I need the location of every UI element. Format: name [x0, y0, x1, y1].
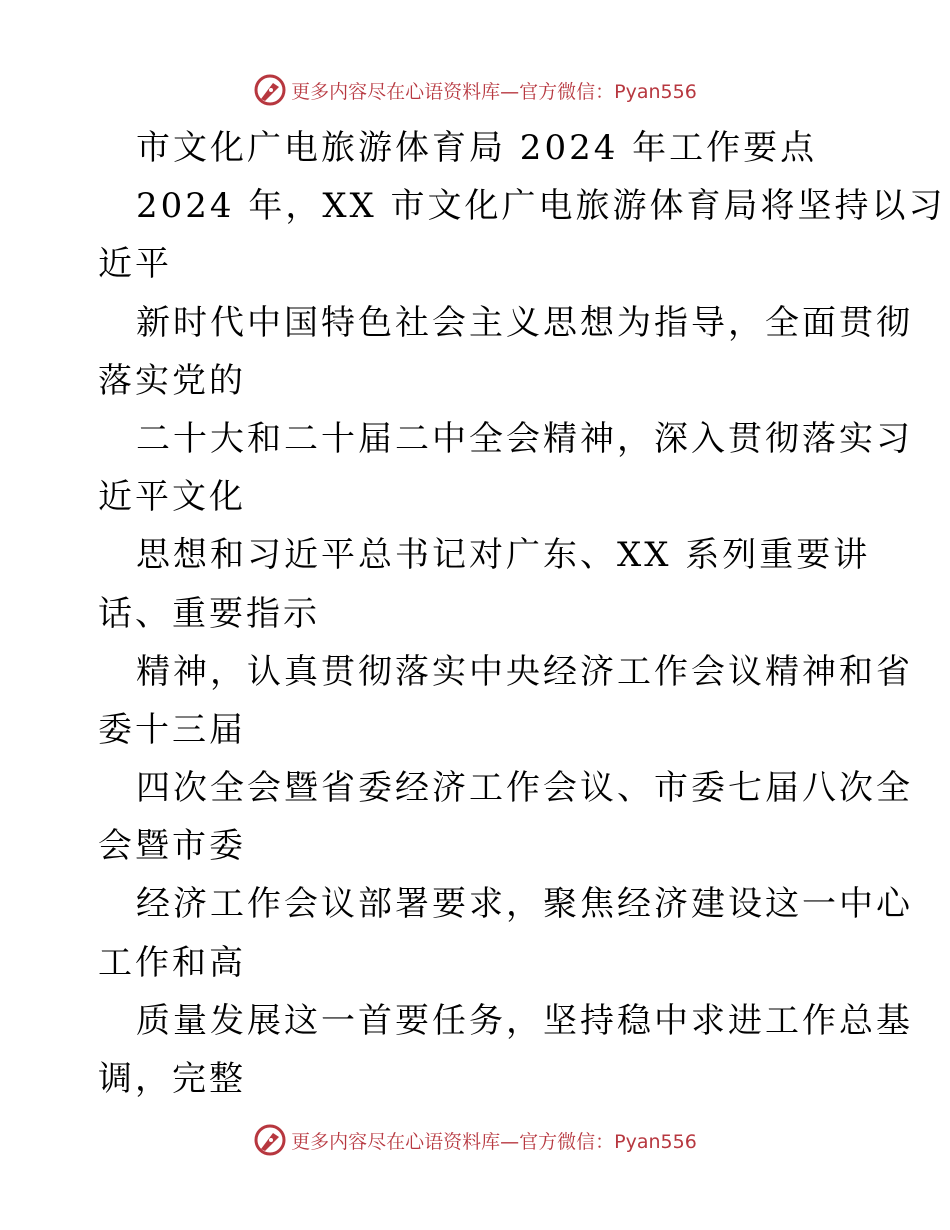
paragraph-line: 近平文化 — [98, 477, 246, 518]
footer-banner-text: 更多内容尽在心语资料库—官方微信：Pyan556 — [291, 1130, 697, 1153]
paragraph-line: 近平 — [98, 244, 172, 285]
paragraph-line: 经济工作会议部署要求，聚焦经济建设这一中心 — [136, 884, 913, 925]
header-banner — [0, 70, 950, 110]
paragraph-line: 二十大和二十届二中全会精神，深入贯彻落实习 — [136, 418, 913, 459]
paragraph-line: 新时代中国特色社会主义思想为指导，全面贯彻 — [136, 302, 913, 343]
paragraph-line: 调，完整 — [98, 1059, 246, 1099]
paragraph-line: 精神，认真贯彻落实中央经济工作会议精神和省 — [136, 651, 913, 692]
paragraph-line: 落实党的 — [98, 360, 246, 401]
footer-banner — [0, 1120, 950, 1160]
paragraph-line: 质量发展这一首要任务，坚持稳中求进工作总基 — [136, 1000, 913, 1041]
paragraph-line: 思想和习近平总书记对广东、XX 系列重要讲 — [136, 535, 871, 576]
paragraph-line: 会暨市委 — [98, 826, 246, 867]
paragraph-line: 四次全会暨省委经济工作会议、市委七届八次全 — [136, 768, 913, 809]
pen-nib-logo-icon — [253, 73, 287, 107]
paragraph-line: 话、重要指示 — [98, 593, 320, 634]
paragraph-line: 2024 年，XX 市文化广电旅游体育局将坚持以习 — [136, 186, 946, 227]
paragraph-line: 委十三届 — [98, 709, 246, 750]
pen-nib-logo-icon — [253, 1123, 287, 1157]
header-banner-text: 更多内容尽在心语资料库—官方微信：Pyan556 — [291, 80, 697, 103]
document-body — [98, 119, 946, 1108]
document-title: 市文化广电旅游体育局 2024 年工作要点 — [136, 128, 818, 168]
paragraph-line: 工作和高 — [98, 942, 246, 983]
